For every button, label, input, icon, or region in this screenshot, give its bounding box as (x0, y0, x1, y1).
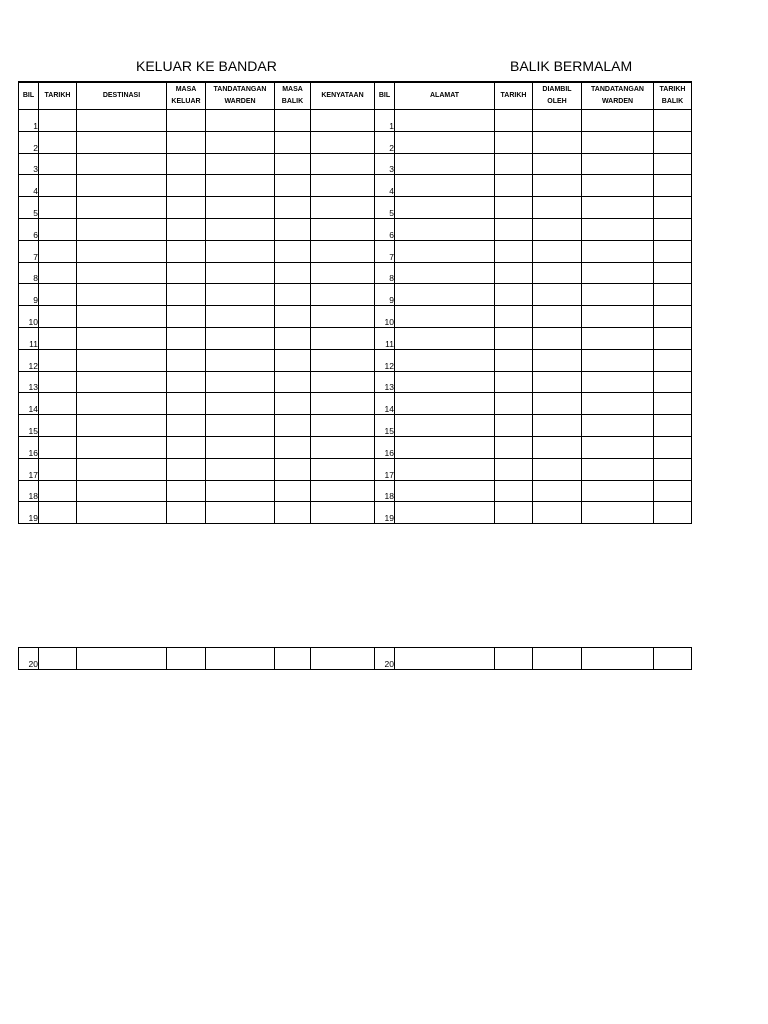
cell-masa-balik[interactable] (275, 415, 311, 437)
cell-tarikh-right[interactable] (495, 327, 533, 349)
cell-kenyataan[interactable] (311, 436, 375, 458)
cell-masa-balik[interactable] (275, 349, 311, 371)
cell-alamat[interactable] (395, 218, 495, 240)
header-bil-right: BIL (375, 82, 395, 110)
header-diambil-oleh: DIAMBIL OLEH (533, 82, 582, 110)
cell-alamat[interactable] (395, 175, 495, 197)
row-number-left: 6 (19, 218, 39, 240)
cell-tarikh-right[interactable] (495, 218, 533, 240)
cell-kenyataan[interactable] (311, 502, 375, 524)
cell-tarikh[interactable] (39, 415, 77, 437)
row-number-right: 14 (375, 393, 395, 415)
cell-diambil-oleh[interactable] (533, 175, 582, 197)
cell-tarikh-balik[interactable] (654, 110, 692, 132)
cell-tarikh[interactable] (39, 218, 77, 240)
table-row (19, 458, 692, 480)
cell-destinasi[interactable] (77, 110, 167, 132)
cell-tarikh-right[interactable] (495, 436, 533, 458)
table-row (19, 218, 692, 240)
cell-tandatangan-warden-right[interactable] (582, 262, 654, 284)
cell-tandatangan-warden-right[interactable] (582, 218, 654, 240)
table-row (19, 153, 692, 175)
cell-masa-balik[interactable] (275, 436, 311, 458)
table-row (19, 648, 692, 670)
cell-tandatangan-warden[interactable] (206, 175, 275, 197)
cell-tarikh-right[interactable] (495, 371, 533, 393)
cell-tandatangan-warden-right[interactable] (582, 197, 654, 219)
cell-masa-balik[interactable] (275, 197, 311, 219)
row-number-left: 19 (19, 502, 39, 524)
table-row (19, 436, 692, 458)
cell-kenyataan[interactable] (311, 648, 375, 670)
cell-kenyataan[interactable] (311, 349, 375, 371)
header-tarikh: TARIKH (39, 82, 77, 110)
row-number-left: 1 (19, 110, 39, 132)
table-row (19, 110, 692, 132)
cell-destinasi[interactable] (77, 393, 167, 415)
cell-masa-keluar[interactable] (167, 393, 206, 415)
cell-tandatangan-warden[interactable] (206, 110, 275, 132)
cell-alamat[interactable] (395, 262, 495, 284)
row-number-left: 12 (19, 349, 39, 371)
row-number-right: 18 (375, 480, 395, 502)
cell-tarikh-right[interactable] (495, 415, 533, 437)
cell-tarikh-right[interactable] (495, 284, 533, 306)
row-number-left: 17 (19, 458, 39, 480)
cell-masa-keluar[interactable] (167, 415, 206, 437)
cell-tarikh[interactable] (39, 371, 77, 393)
cell-tarikh-balik[interactable] (654, 175, 692, 197)
table-row (19, 262, 692, 284)
cell-tandatangan-warden-right[interactable] (582, 327, 654, 349)
cell-tandatangan-warden-right[interactable] (582, 436, 654, 458)
cell-masa-keluar[interactable] (167, 175, 206, 197)
cell-destinasi[interactable] (77, 502, 167, 524)
cell-tandatangan-warden-right[interactable] (582, 458, 654, 480)
cell-tarikh[interactable] (39, 480, 77, 502)
cell-tandatangan-warden[interactable] (206, 262, 275, 284)
cell-kenyataan[interactable] (311, 458, 375, 480)
cell-kenyataan[interactable] (311, 197, 375, 219)
table-row (19, 175, 692, 197)
cell-destinasi[interactable] (77, 349, 167, 371)
cell-tarikh-balik[interactable] (654, 153, 692, 175)
cell-tandatangan-warden-right[interactable] (582, 306, 654, 328)
table-row (19, 415, 692, 437)
cell-tarikh-balik[interactable] (654, 415, 692, 437)
cell-tarikh-right[interactable] (495, 262, 533, 284)
cell-diambil-oleh[interactable] (533, 306, 582, 328)
cell-tarikh-balik[interactable] (654, 393, 692, 415)
cell-masa-keluar[interactable] (167, 371, 206, 393)
row-number-right: 1 (375, 110, 395, 132)
cell-masa-keluar[interactable] (167, 306, 206, 328)
log-table (18, 81, 692, 524)
cell-tarikh-right[interactable] (495, 648, 533, 670)
cell-diambil-oleh[interactable] (533, 218, 582, 240)
cell-tandatangan-warden-right[interactable] (582, 415, 654, 437)
header-masa-keluar: MASA KELUAR (167, 82, 206, 110)
cell-tarikh[interactable] (39, 458, 77, 480)
row-number-right: 16 (375, 436, 395, 458)
header-alamat: ALAMAT (395, 82, 495, 110)
cell-tarikh-balik[interactable] (654, 240, 692, 262)
cell-diambil-oleh[interactable] (533, 110, 582, 132)
cell-destinasi[interactable] (77, 458, 167, 480)
cell-diambil-oleh[interactable] (533, 648, 582, 670)
header-bil: BIL (19, 82, 39, 110)
cell-tandatangan-warden[interactable] (206, 436, 275, 458)
table-row (19, 197, 692, 219)
cell-alamat[interactable] (395, 110, 495, 132)
cell-masa-balik[interactable] (275, 284, 311, 306)
row-number-left: 18 (19, 480, 39, 502)
cell-tandatangan-warden[interactable] (206, 393, 275, 415)
cell-masa-keluar[interactable] (167, 458, 206, 480)
cell-tarikh-balik[interactable] (654, 262, 692, 284)
header-tandatangan-warden: TANDATANGAN WARDEN (206, 82, 275, 110)
cell-tarikh-balik[interactable] (654, 349, 692, 371)
cell-masa-balik[interactable] (275, 648, 311, 670)
cell-tandatangan-warden-right[interactable] (582, 131, 654, 153)
cell-masa-balik[interactable] (275, 371, 311, 393)
cell-destinasi[interactable] (77, 197, 167, 219)
cell-tandatangan-warden[interactable] (206, 153, 275, 175)
row-number-right: 9 (375, 284, 395, 306)
cell-tandatangan-warden[interactable] (206, 306, 275, 328)
cell-tandatangan-warden[interactable] (206, 480, 275, 502)
cell-destinasi[interactable] (77, 131, 167, 153)
cell-kenyataan[interactable] (311, 284, 375, 306)
cell-tarikh-right[interactable] (495, 349, 533, 371)
table-row (19, 371, 692, 393)
cell-alamat[interactable] (395, 153, 495, 175)
cell-tarikh-right[interactable] (495, 502, 533, 524)
cell-kenyataan[interactable] (311, 415, 375, 437)
balik-bermalam-title: BALIK BERMALAM (510, 58, 633, 74)
cell-destinasi[interactable] (77, 153, 167, 175)
cell-tarikh-right[interactable] (495, 175, 533, 197)
row-number-right: 11 (375, 327, 395, 349)
cell-tarikh[interactable] (39, 436, 77, 458)
row-number-left: 20 (19, 648, 39, 670)
cell-kenyataan[interactable] (311, 153, 375, 175)
cell-alamat[interactable] (395, 436, 495, 458)
cell-diambil-oleh[interactable] (533, 131, 582, 153)
cell-tandatangan-warden-right[interactable] (582, 153, 654, 175)
cell-tarikh[interactable] (39, 240, 77, 262)
cell-masa-balik[interactable] (275, 480, 311, 502)
row-number-right: 6 (375, 218, 395, 240)
cell-tandatangan-warden[interactable] (206, 502, 275, 524)
cell-alamat[interactable] (395, 284, 495, 306)
table-row (19, 349, 692, 371)
row-number-right: 19 (375, 502, 395, 524)
cell-tandatangan-warden-right[interactable] (582, 110, 654, 132)
cell-tandatangan-warden[interactable] (206, 327, 275, 349)
row-number-left: 14 (19, 393, 39, 415)
cell-destinasi[interactable] (77, 306, 167, 328)
cell-diambil-oleh[interactable] (533, 436, 582, 458)
cell-tarikh-balik[interactable] (654, 458, 692, 480)
header-masa-balik: MASA BALIK (275, 82, 311, 110)
cell-tarikh[interactable] (39, 393, 77, 415)
row-number-left: 3 (19, 153, 39, 175)
cell-tandatangan-warden-right[interactable] (582, 284, 654, 306)
cell-destinasi[interactable] (77, 284, 167, 306)
cell-tandatangan-warden-right[interactable] (582, 480, 654, 502)
row-number-right: 17 (375, 458, 395, 480)
cell-masa-keluar[interactable] (167, 131, 206, 153)
row-number-right: 13 (375, 371, 395, 393)
cell-tarikh[interactable] (39, 262, 77, 284)
cell-alamat[interactable] (395, 240, 495, 262)
cell-tarikh[interactable] (39, 110, 77, 132)
row-number-left: 8 (19, 262, 39, 284)
cell-masa-balik[interactable] (275, 306, 311, 328)
extra-row-table (18, 647, 692, 670)
cell-tandatangan-warden[interactable] (206, 284, 275, 306)
cell-masa-balik[interactable] (275, 240, 311, 262)
cell-tarikh-balik[interactable] (654, 371, 692, 393)
cell-tarikh-balik[interactable] (654, 480, 692, 502)
cell-masa-keluar[interactable] (167, 153, 206, 175)
cell-tarikh-right[interactable] (495, 480, 533, 502)
cell-masa-keluar[interactable] (167, 218, 206, 240)
cell-masa-balik[interactable] (275, 175, 311, 197)
cell-tandatangan-warden-right[interactable] (582, 349, 654, 371)
cell-masa-balik[interactable] (275, 153, 311, 175)
row-number-left: 10 (19, 306, 39, 328)
table-row (19, 502, 692, 524)
cell-tarikh-balik[interactable] (654, 197, 692, 219)
cell-tarikh-balik[interactable] (654, 327, 692, 349)
table-row (19, 131, 692, 153)
cell-diambil-oleh[interactable] (533, 371, 582, 393)
cell-tarikh[interactable] (39, 153, 77, 175)
cell-tarikh[interactable] (39, 648, 77, 670)
cell-tandatangan-warden-right[interactable] (582, 240, 654, 262)
table-row (19, 284, 692, 306)
cell-masa-keluar[interactable] (167, 436, 206, 458)
cell-diambil-oleh[interactable] (533, 502, 582, 524)
cell-destinasi[interactable] (77, 415, 167, 437)
row-number-right: 10 (375, 306, 395, 328)
cell-kenyataan[interactable] (311, 480, 375, 502)
cell-destinasi[interactable] (77, 480, 167, 502)
cell-alamat[interactable] (395, 502, 495, 524)
cell-destinasi[interactable] (77, 262, 167, 284)
table-row (19, 393, 692, 415)
header-tarikh-right: TARIKH (495, 82, 533, 110)
cell-diambil-oleh[interactable] (533, 240, 582, 262)
cell-alamat[interactable] (395, 415, 495, 437)
cell-tarikh-right[interactable] (495, 131, 533, 153)
cell-tarikh-balik[interactable] (654, 284, 692, 306)
row-number-right: 7 (375, 240, 395, 262)
cell-tarikh-right[interactable] (495, 306, 533, 328)
cell-tarikh-balik[interactable] (654, 436, 692, 458)
header-kenyataan: KENYATAAN (311, 82, 375, 110)
cell-masa-keluar[interactable] (167, 262, 206, 284)
cell-tandatangan-warden[interactable] (206, 349, 275, 371)
cell-tandatangan-warden-right[interactable] (582, 393, 654, 415)
row-number-left: 4 (19, 175, 39, 197)
cell-destinasi[interactable] (77, 175, 167, 197)
cell-kenyataan[interactable] (311, 262, 375, 284)
cell-tandatangan-warden-right[interactable] (582, 502, 654, 524)
cell-diambil-oleh[interactable] (533, 458, 582, 480)
cell-tarikh[interactable] (39, 175, 77, 197)
table-body (19, 110, 692, 524)
row-number-left: 9 (19, 284, 39, 306)
cell-masa-balik[interactable] (275, 393, 311, 415)
cell-masa-keluar[interactable] (167, 648, 206, 670)
cell-alamat[interactable] (395, 393, 495, 415)
cell-masa-keluar[interactable] (167, 284, 206, 306)
cell-alamat[interactable] (395, 327, 495, 349)
table-row (19, 240, 692, 262)
cell-destinasi[interactable] (77, 648, 167, 670)
cell-diambil-oleh[interactable] (533, 153, 582, 175)
cell-tarikh-balik[interactable] (654, 648, 692, 670)
header-tarikh-balik: TARIKH BALIK (654, 82, 692, 110)
cell-masa-keluar[interactable] (167, 197, 206, 219)
cell-tarikh[interactable] (39, 327, 77, 349)
row-number-right: 15 (375, 415, 395, 437)
table-row (19, 480, 692, 502)
cell-alamat[interactable] (395, 648, 495, 670)
row-number-left: 16 (19, 436, 39, 458)
row-number-right: 3 (375, 153, 395, 175)
cell-tarikh-right[interactable] (495, 458, 533, 480)
cell-kenyataan[interactable] (311, 175, 375, 197)
cell-alamat[interactable] (395, 131, 495, 153)
row-number-right: 2 (375, 131, 395, 153)
cell-alamat[interactable] (395, 458, 495, 480)
row-number-left: 13 (19, 371, 39, 393)
cell-diambil-oleh[interactable] (533, 197, 582, 219)
cell-diambil-oleh[interactable] (533, 262, 582, 284)
keluar-ke-bandar-title: KELUAR KE BANDAR (136, 58, 277, 74)
row-number-left: 7 (19, 240, 39, 262)
cell-tarikh-balik[interactable] (654, 218, 692, 240)
cell-tandatangan-warden[interactable] (206, 218, 275, 240)
cell-tandatangan-warden[interactable] (206, 415, 275, 437)
table-row (19, 306, 692, 328)
cell-tarikh-right[interactable] (495, 110, 533, 132)
cell-tarikh-balik[interactable] (654, 306, 692, 328)
row-number-left: 15 (19, 415, 39, 437)
cell-destinasi[interactable] (77, 436, 167, 458)
cell-tarikh[interactable] (39, 306, 77, 328)
header-tandatangan-warden-right: TANDATANGAN WARDEN (582, 82, 654, 110)
cell-tandatangan-warden[interactable] (206, 131, 275, 153)
cell-masa-balik[interactable] (275, 262, 311, 284)
cell-destinasi[interactable] (77, 327, 167, 349)
cell-diambil-oleh[interactable] (533, 393, 582, 415)
row-number-right: 20 (375, 648, 395, 670)
cell-kenyataan[interactable] (311, 393, 375, 415)
cell-masa-balik[interactable] (275, 502, 311, 524)
cell-masa-balik[interactable] (275, 218, 311, 240)
cell-tarikh[interactable] (39, 502, 77, 524)
cell-tandatangan-warden-right[interactable] (582, 175, 654, 197)
row-number-right: 8 (375, 262, 395, 284)
cell-diambil-oleh[interactable] (533, 327, 582, 349)
cell-tarikh-balik[interactable] (654, 502, 692, 524)
cell-tandatangan-warden[interactable] (206, 648, 275, 670)
cell-tandatangan-warden[interactable] (206, 240, 275, 262)
cell-masa-keluar[interactable] (167, 327, 206, 349)
cell-tarikh[interactable] (39, 131, 77, 153)
cell-masa-balik[interactable] (275, 110, 311, 132)
header-destinasi: DESTINASI (77, 82, 167, 110)
cell-masa-keluar[interactable] (167, 480, 206, 502)
cell-kenyataan[interactable] (311, 306, 375, 328)
cell-tarikh-balik[interactable] (654, 131, 692, 153)
cell-tandatangan-warden-right[interactable] (582, 371, 654, 393)
cell-kenyataan[interactable] (311, 110, 375, 132)
row-number-right: 12 (375, 349, 395, 371)
cell-diambil-oleh[interactable] (533, 349, 582, 371)
cell-masa-keluar[interactable] (167, 349, 206, 371)
cell-alamat[interactable] (395, 480, 495, 502)
cell-alamat[interactable] (395, 306, 495, 328)
cell-kenyataan[interactable] (311, 240, 375, 262)
cell-masa-balik[interactable] (275, 458, 311, 480)
cell-kenyataan[interactable] (311, 218, 375, 240)
cell-kenyataan[interactable] (311, 131, 375, 153)
row-number-left: 2 (19, 131, 39, 153)
cell-kenyataan[interactable] (311, 327, 375, 349)
cell-destinasi[interactable] (77, 218, 167, 240)
cell-tarikh-right[interactable] (495, 393, 533, 415)
cell-kenyataan[interactable] (311, 371, 375, 393)
cell-masa-keluar[interactable] (167, 502, 206, 524)
cell-alamat[interactable] (395, 197, 495, 219)
cell-destinasi[interactable] (77, 371, 167, 393)
table-row (19, 327, 692, 349)
cell-alamat[interactable] (395, 349, 495, 371)
cell-tandatangan-warden[interactable] (206, 197, 275, 219)
cell-diambil-oleh[interactable] (533, 415, 582, 437)
cell-diambil-oleh[interactable] (533, 480, 582, 502)
cell-tarikh-right[interactable] (495, 153, 533, 175)
cell-diambil-oleh[interactable] (533, 284, 582, 306)
row-number-right: 4 (375, 175, 395, 197)
cell-tandatangan-warden-right[interactable] (582, 648, 654, 670)
row-number-left: 5 (19, 197, 39, 219)
cell-masa-keluar[interactable] (167, 240, 206, 262)
row-number-right: 5 (375, 197, 395, 219)
cell-masa-balik[interactable] (275, 131, 311, 153)
cell-tandatangan-warden[interactable] (206, 371, 275, 393)
cell-tarikh[interactable] (39, 349, 77, 371)
header-row (19, 82, 692, 110)
cell-tandatangan-warden[interactable] (206, 458, 275, 480)
cell-tarikh[interactable] (39, 197, 77, 219)
cell-tarikh[interactable] (39, 284, 77, 306)
cell-tarikh-right[interactable] (495, 197, 533, 219)
cell-alamat[interactable] (395, 371, 495, 393)
cell-masa-balik[interactable] (275, 327, 311, 349)
cell-tarikh-right[interactable] (495, 240, 533, 262)
row-number-left: 11 (19, 327, 39, 349)
cell-destinasi[interactable] (77, 240, 167, 262)
cell-masa-keluar[interactable] (167, 110, 206, 132)
